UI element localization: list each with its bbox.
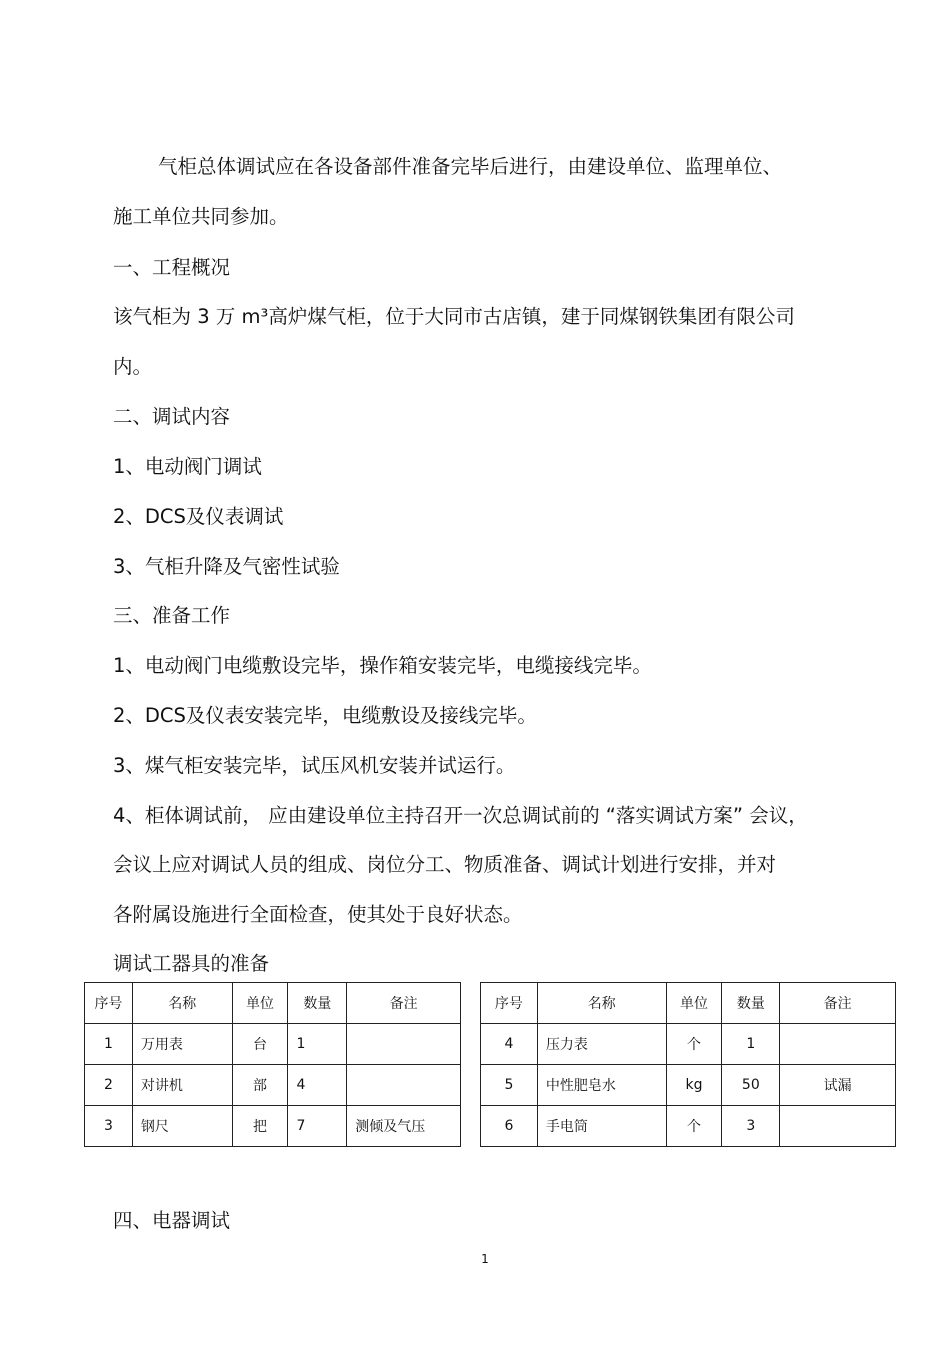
cell-name: 万用表 [132,1024,232,1065]
cell-name: 中性肥皂水 [537,1065,666,1106]
cell-index: 3 [85,1106,133,1147]
table-header-row [481,983,896,1024]
header-index: 序号 [85,983,133,1024]
section-2-item: 2、DCS及仪表调试 [113,505,284,528]
cell-name: 手电筒 [537,1106,666,1147]
cell-remark: 试漏 [780,1065,896,1106]
section-3-item: 各附属设施进行全面检查，使其处于良好状态。 [113,903,523,926]
header-remark: 备注 [780,983,896,1024]
section-3-item: 2、DCS及仪表安装完毕，电缆敷设及接线完毕。 [113,704,537,727]
cell-quantity: 4 [288,1065,347,1106]
header-unit: 单位 [666,983,722,1024]
section-3-item: 4、柜体调试前， 应由建设单位主持召开一次总调试前的 “落实调试方案” 会议， [113,804,808,827]
cell-quantity: 1 [722,1024,780,1065]
section-1-line-2: 内。 [113,355,153,378]
section-3-heading: 三、准备工作 [113,604,231,627]
section-1-heading: 一、工程概况 [113,256,231,279]
section-4-heading: 四、电器调试 [113,1209,231,1232]
cell-name: 压力表 [537,1024,666,1065]
cell-unit: 个 [666,1024,722,1065]
intro-line-1: 气柜总体调试应在各设备部件准备完毕后进行，由建设单位、监理单位、 [158,155,783,178]
table-header-row [85,983,461,1024]
tools-table-left [84,982,461,1147]
table-row [481,1024,896,1065]
section-2-item: 3、气柜升降及气密性试验 [113,555,340,578]
header-quantity: 数量 [722,983,780,1024]
table-row [481,1106,896,1147]
cell-quantity: 1 [288,1024,347,1065]
section-2-item: 1、电动阀门调试 [113,455,262,478]
section-3-item: 1、电动阀门电缆敷设完毕，操作箱安装完毕，电缆接线完毕。 [113,654,652,677]
section-2-heading: 二、调试内容 [113,405,231,428]
cell-unit: 部 [232,1065,288,1106]
header-name: 名称 [537,983,666,1024]
header-name: 名称 [132,983,232,1024]
cell-unit: kg [666,1065,722,1106]
cell-remark [780,1106,896,1147]
header-index: 序号 [481,983,538,1024]
table-row [85,1106,461,1147]
cell-unit: 台 [232,1024,288,1065]
cell-name: 对讲机 [132,1065,232,1106]
cell-unit: 把 [232,1106,288,1147]
cell-remark [780,1024,896,1065]
section-1-line-1: 该气柜为 3 万 m³高炉煤气柜，位于大同市古店镇，建于同煤钢铁集团有限公司 [113,305,795,328]
table-row [85,1024,461,1065]
page-number: 1 [481,1252,489,1266]
header-remark: 备注 [347,983,461,1024]
cell-quantity: 3 [722,1106,780,1147]
cell-unit: 个 [666,1106,722,1147]
cell-index: 5 [481,1065,538,1106]
cell-index: 1 [85,1024,133,1065]
section-3-item: 会议上应对调试人员的组成、岗位分工、物质准备、调试计划进行安排，并对 [113,853,777,876]
cell-remark [347,1065,461,1106]
table-row [481,1065,896,1106]
section-3-item: 3、煤气柜安装完毕，试压风机安装并试运行。 [113,754,516,777]
tools-table-right [480,982,896,1147]
header-quantity: 数量 [288,983,347,1024]
cell-remark [347,1024,461,1065]
intro-line-2: 施工单位共同参加。 [113,205,289,228]
cell-index: 6 [481,1106,538,1147]
cell-name: 钢尺 [132,1106,232,1147]
cell-quantity: 7 [288,1106,347,1147]
tools-title: 调试工器具的准备 [113,952,270,975]
cell-quantity: 50 [722,1065,780,1106]
header-unit: 单位 [232,983,288,1024]
cell-index: 2 [85,1065,133,1106]
table-row [85,1065,461,1106]
cell-index: 4 [481,1024,538,1065]
cell-remark: 测倾及气压 [347,1106,461,1147]
